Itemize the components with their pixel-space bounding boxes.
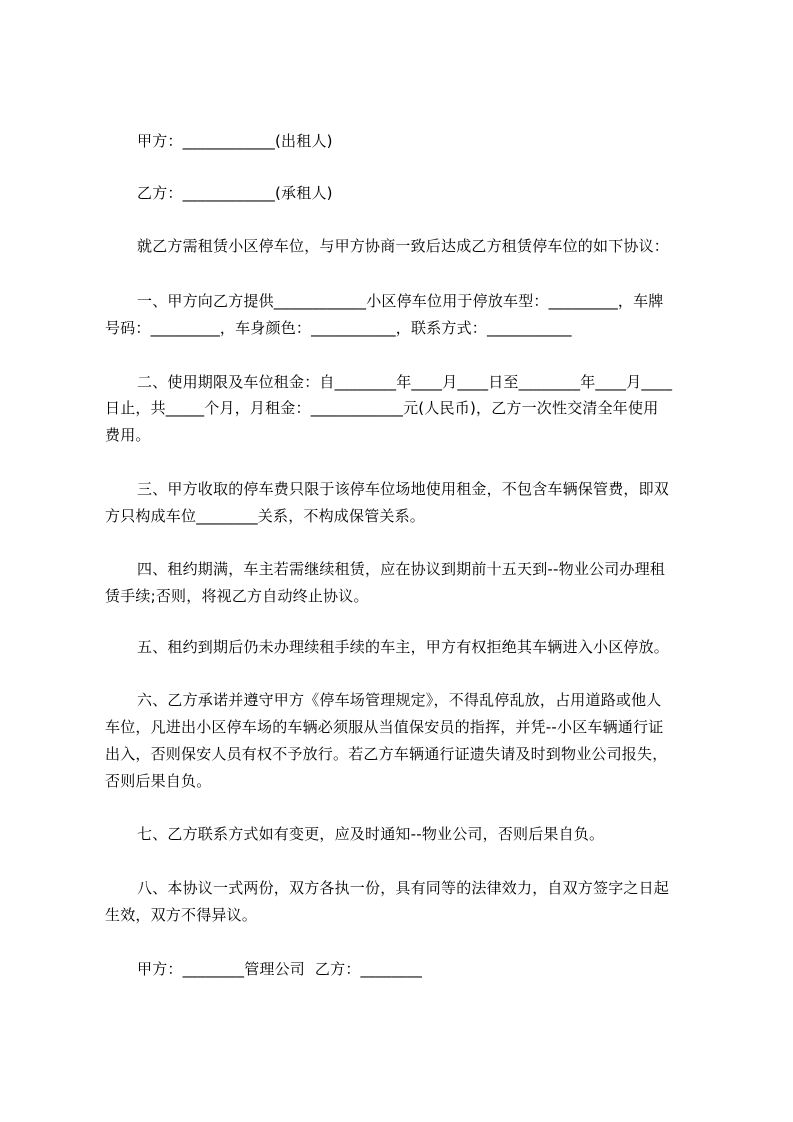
clause-6-line-1: 六、乙方承诺并遵守甲方《停车场管理规定》，不得乱停乱放，占用道路或他人: [137, 691, 662, 709]
party-b-line: 乙方：____________(承租人): [137, 184, 333, 202]
clause-8-line-2: 生效，双方不得异议。: [105, 906, 258, 924]
clause-8-line-1: 八、本协议一式两份，双方各执一份，具有同等的法律效力，自双方签字之日起: [137, 879, 670, 897]
clause-6-line-3: 出入，否则保安人员有权不予放行。若乙方车辆通行证遗失请及时到物业公司报失，: [105, 745, 668, 763]
clause-4-line-1: 四、租约期满，车主若需继续租赁，应在协议到期前十五天到--物业公司办理租: [137, 560, 666, 578]
clause-1-line-2: 号码：_________，车身颜色：___________，联系方式：___________: [105, 319, 572, 337]
clause-7-line-1: 七、乙方联系方式如有变更，应及时通知--物业公司，否则后果自负。: [137, 825, 605, 843]
intro-paragraph: 就乙方需租赁小区停车位，与甲方协商一致后达成乙方租赁停车位的如下协议：: [137, 237, 670, 255]
party-a-line: 甲方：____________(出租人): [137, 132, 333, 150]
signature-line: 甲方：________管理公司 乙方：________: [137, 960, 423, 978]
clause-3-line-1: 三、甲方收取的停车费只限于该停车位场地使用租金，不包含车辆保管费，即双: [137, 480, 670, 498]
clause-2-line-1: 二、使用期限及车位租金：自________年____月____日至________年____月____: [137, 373, 673, 391]
clause-4-line-2: 赁手续;否则，将视乙方自动终止协议。: [105, 587, 369, 605]
clause-1-line-1: 一、甲方向乙方提供____________小区停车位用于停放车型：_________，车牌: [137, 292, 664, 310]
clause-2-line-3: 费用。: [105, 426, 151, 444]
clause-6-line-2: 车位，凡进出小区停车场的车辆必须服从当值保安员的指挥，并凭--小区车辆通行证: [105, 718, 664, 736]
clause-6-line-4: 否则后果自负。: [105, 772, 212, 790]
clause-2-line-2: 日止，共_____个月，月租金：____________元(人民币)，乙方一次性交清全年使用: [105, 399, 659, 417]
clause-5-line-1: 五、租约到期后仍未办理续租手续的车主，甲方有权拒绝其车辆进入小区停放。: [137, 638, 670, 656]
clause-3-line-2: 方只构成车位________关系，不构成保管关系。: [105, 507, 426, 525]
